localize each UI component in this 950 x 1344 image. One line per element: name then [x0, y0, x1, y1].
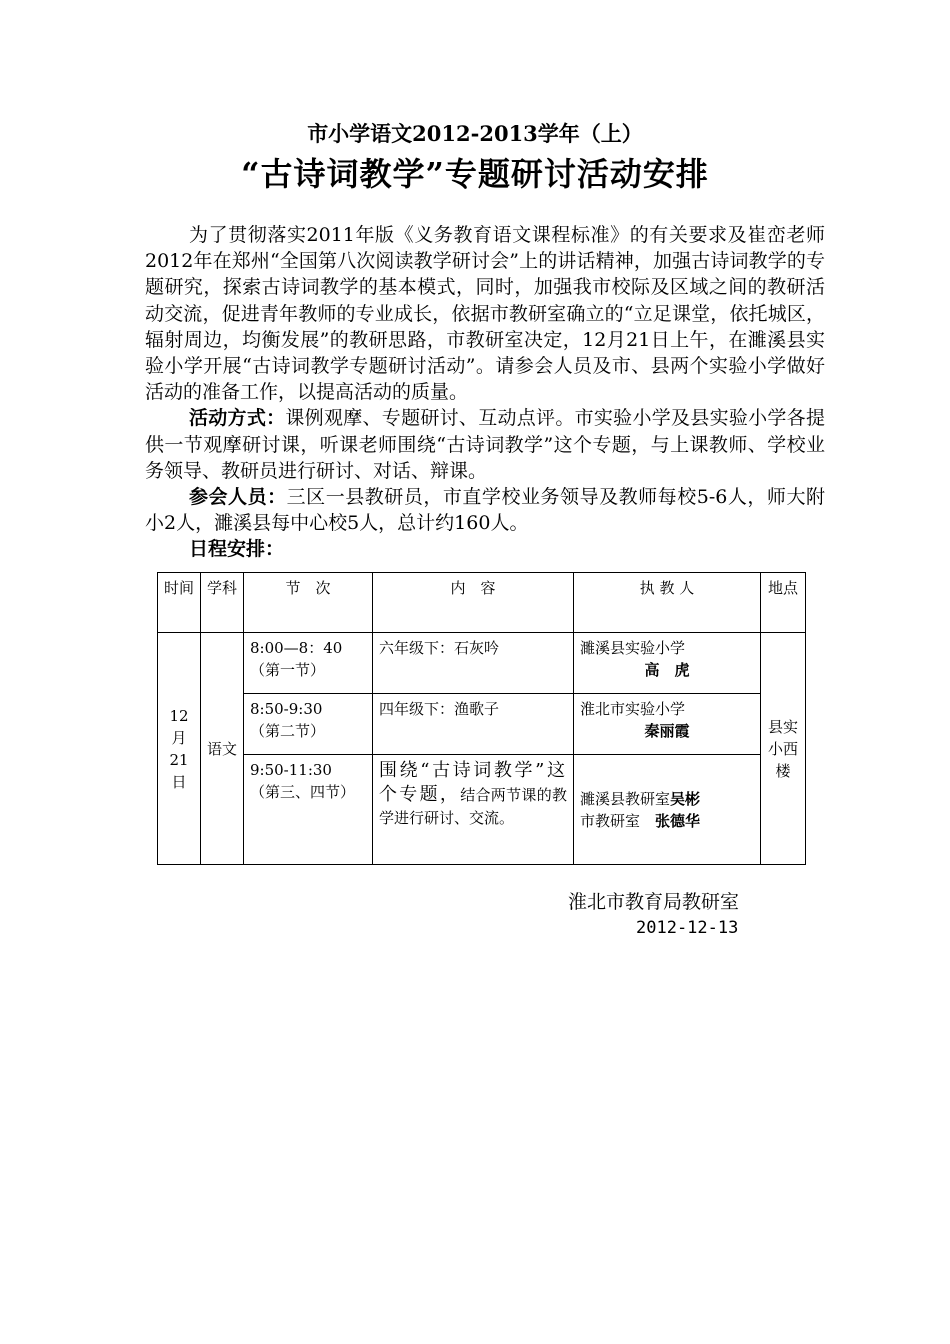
teacher-name: 秦丽霞	[644, 722, 690, 740]
teacher-cell	[574, 633, 761, 694]
teacher-school: 淮北市实验小学	[580, 700, 686, 718]
teacher-cell	[574, 755, 761, 865]
content-cell	[373, 755, 574, 865]
signature-org: 淮北市教育局教研室	[568, 891, 740, 913]
content-rest: 结合两节课的教学进行研讨、交流。	[379, 786, 567, 827]
teacher-name: 高 虎	[644, 661, 690, 679]
teacher-name-2: 张德华	[655, 811, 701, 830]
document-title: “古诗词教学”专题研讨活动安排	[241, 155, 709, 193]
teacher-org-2: 市教研室	[580, 811, 656, 830]
period-time: 9:50-11:30	[250, 761, 332, 779]
period-time: 8:50-9:30	[250, 700, 323, 718]
period-time: 8:00—8：40	[250, 639, 343, 657]
table-header-row	[158, 573, 806, 633]
content-cell: 四年级下：渔歌子	[373, 694, 574, 755]
document-subtitle: 市小学语文2012-2013学年（上）	[307, 121, 643, 146]
teacher-line-2	[580, 810, 754, 832]
place-cell: 县实小西楼	[761, 633, 806, 865]
period-name: （第二节）	[250, 722, 326, 740]
method-text: 课例观摩、专题研讨、互动点评。市实验小学及县实验小学各提供一节观摩研讨课，听课老师围绕“古诗词教学”这个专题，与上课教师、学校业务领导、教研员进行研讨、对话、辩课。	[145, 407, 825, 482]
document-body	[145, 222, 825, 563]
table-row	[158, 755, 806, 865]
content-cell: 六年级下：石灰吟	[373, 633, 574, 694]
intro-paragraph: 为了贯彻落实2011年版《义务教育语文课程标准》的有关要求及崔峦老师2012年在郑州“全国第八次阅读教学研讨会”上的讲话精神，加强古诗词教学的专题研究，探索古诗词教学的基本模式，同时，加强我市校际及区域之间的教研活动交流，促进青年教师的专业成长，依据市教研室确立的“立足课堂，依托城区，辐射周边，均衡发展”的教研思路，市教研室决定，12月21日上午，在濉溪县实验小学开展“古诗词教学专题研讨活动”。请参会人员及市、县两个实验小学做好活动的准备工作，以提高活动的质量。	[145, 224, 825, 404]
content-lead: 围绕“古诗词教学”这个专题，	[379, 760, 567, 805]
header-place: 地点	[761, 573, 806, 633]
date-cell: 12月21日	[158, 633, 201, 865]
subject-cell: 语文	[201, 633, 244, 865]
teacher-org-1: 濉溪县教研室	[580, 789, 671, 808]
header-teacher: 执 教 人	[574, 573, 761, 633]
signature-date: 2012-12-13	[636, 918, 739, 938]
schedule-heading	[145, 536, 825, 562]
method-label: 活动方式	[189, 407, 267, 430]
participants-text: 三区一县教研员，市直学校业务领导及教师每校5-6人，师大附小2人，濉溪县每中心校5人，总计约160人。	[145, 486, 825, 535]
table-row	[158, 633, 806, 694]
period-cell	[244, 694, 373, 755]
period-name: （第一节）	[250, 661, 326, 679]
period-cell	[244, 755, 373, 865]
teacher-cell	[574, 694, 761, 755]
table-row	[158, 694, 806, 755]
schedule-table	[157, 572, 806, 865]
teacher-line-1	[580, 788, 754, 810]
header-period: 节 次	[244, 573, 373, 633]
teacher-school: 濉溪县实验小学	[580, 639, 686, 657]
header-subject: 学科	[201, 573, 244, 633]
schedule-label: 日程安排：	[189, 538, 285, 561]
method-paragraph: 活动方式：课例观摩、专题研讨、互动点评。市实验小学及县实验小学各提供一节观摩研讨课，听课老师围绕“古诗词教学”这个专题，与上课教师、学校业务领导、教研员进行研讨、对话、辩课。	[145, 407, 825, 482]
header-content: 内 容	[373, 573, 574, 633]
participants-label: 参会人员	[189, 486, 268, 509]
period-name: （第三、四节）	[250, 783, 356, 801]
header-time: 时间	[158, 573, 201, 633]
participants-paragraph: 参会人员：三区一县教研员，市直学校业务领导及教师每校5-6人，师大附小2人，濉溪县每中心校5人，总计约160人。	[145, 486, 825, 535]
period-cell	[244, 633, 373, 694]
teacher-name-1: 吴彬	[670, 789, 701, 808]
